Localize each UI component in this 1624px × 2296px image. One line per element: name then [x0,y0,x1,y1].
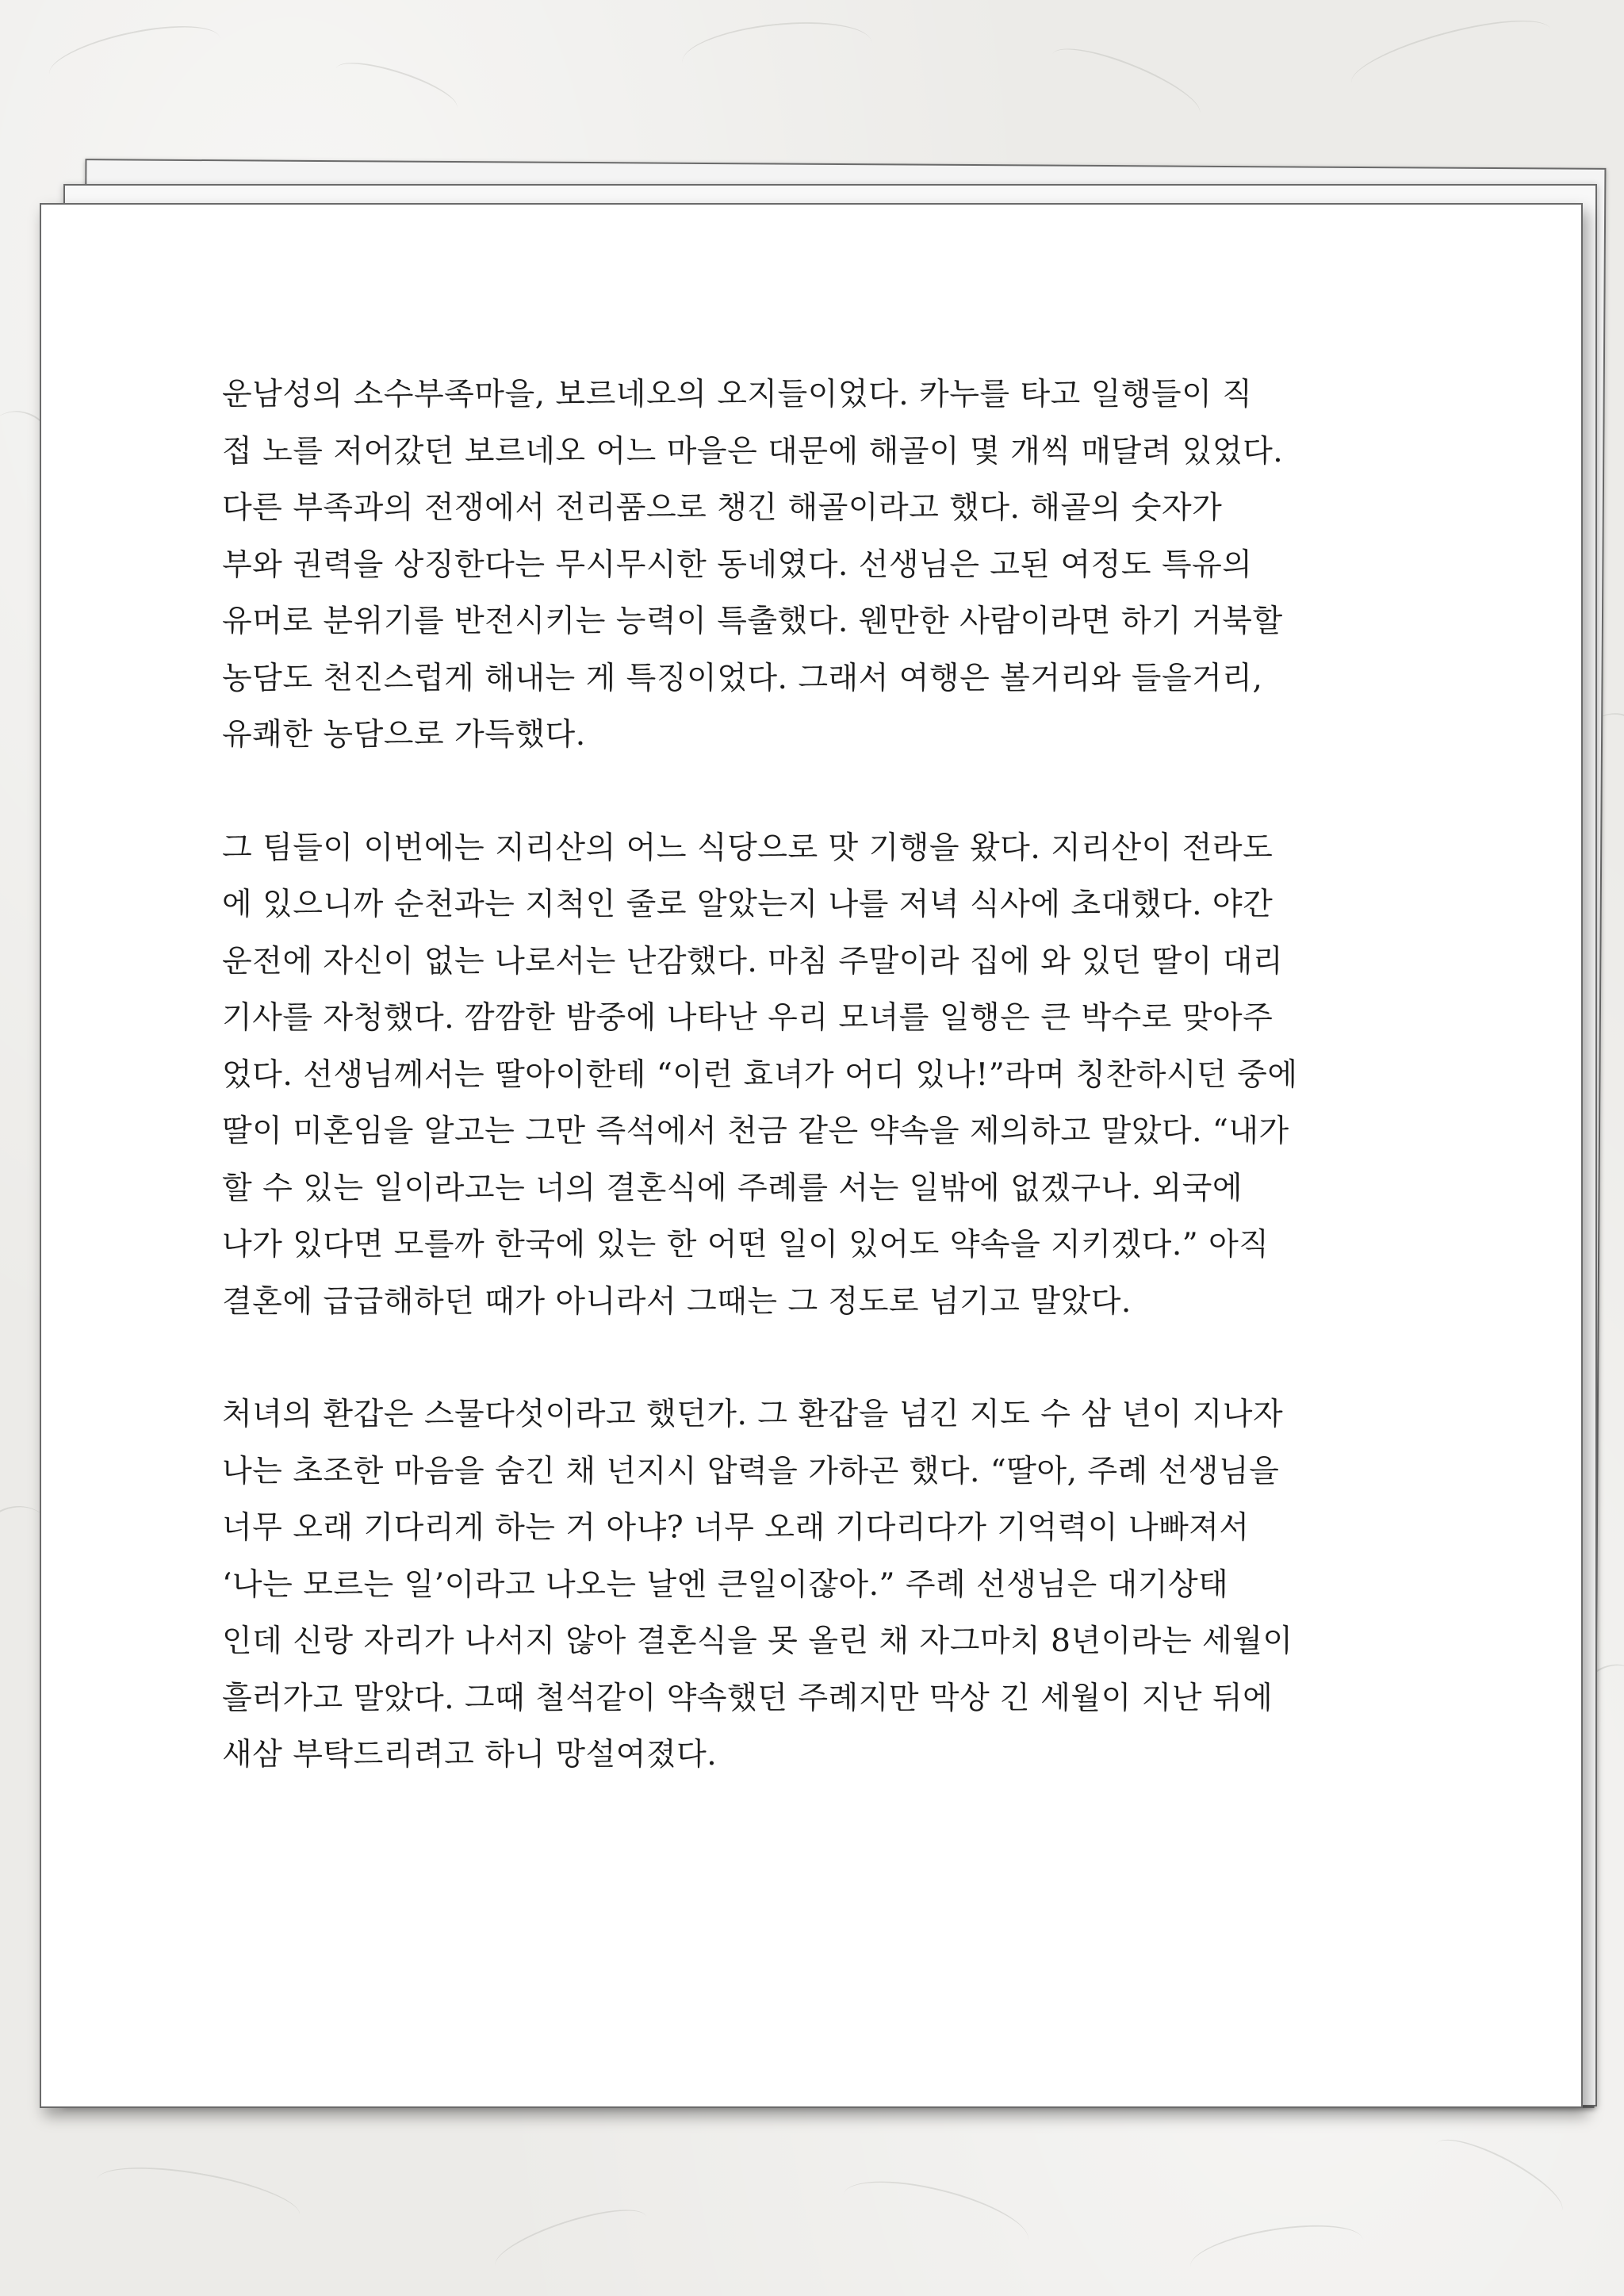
paper-fiber [1187,2215,1367,2291]
text-line: ‘나는 모르는 일’이라고 나오는 날엔 큰일이잖아.” 주례 선생님은 대기상태 [222,1566,1229,1603]
paragraph-spacer [222,764,1205,820]
text-line: 나는 초조한 마음을 숨긴 채 넌지시 압력을 가하곤 했다. “딸아, 주례 선생님을 [222,1453,1280,1489]
paper-fiber [331,52,462,123]
paper-fiber [93,2156,304,2240]
text-line: 농담도 천진스럽게 해내는 게 특징이었다. 그래서 여행은 볼거리와 들을거리, [222,660,1263,696]
text-line: 운전에 자신이 없는 나로서는 난감했다. 마침 주말이라 집에 와 있던 딸이 대리 [222,943,1284,979]
text-line: 흘러가고 말았다. 그때 철석같이 약속했던 주례지만 막상 긴 세월이 지난 뒤에 [222,1680,1274,1716]
text-line: 에 있으니까 순천과는 지척인 줄로 알았는지 나를 저녁 식사에 초대했다. 야간 [222,887,1274,922]
paper-fiber [1345,6,1557,106]
text-line: 나가 있다면 모를까 한국에 있는 한 어떤 일이 있어도 약속을 지키겠다.” 아직 [222,1227,1270,1263]
paper-fiber [680,14,875,91]
paragraph-1 [222,366,1284,764]
text-line: 다른 부족과의 전쟁에서 전리품으로 챙긴 해골이라고 했다. 해골의 숫자가 [222,490,1223,526]
text-line: 새삼 부탁드리려고 하니 망설여졌다. [222,1737,718,1773]
text-line: 결혼에 급급해하던 때가 아니라서 그때는 그 정도로 넘기고 말았다. [222,1283,1132,1320]
text-line: 유쾌한 농담으로 가득했다. [222,717,586,753]
text-line: 었다. 선생님께서는 딸아이한테 “이런 효녀가 어디 있나!”라며 칭찬하시던 중에 [222,1056,1298,1093]
text-line: 처녀의 환갑은 스물다섯이라고 했던가. 그 환갑을 넘긴 지도 수 삼 년이 지나자 [222,1397,1284,1432]
text-line: 유머로 분위기를 반전시키는 능력이 특출했다. 웬만한 사람이라면 하기 거북할 [222,604,1283,639]
paragraph-spacer [222,1330,1205,1386]
paragraph-2 [222,820,1298,1331]
text-line: 딸이 미혼임을 알고는 그만 즉석에서 천금 같은 약속을 제의하고 말았다. “내가 [222,1114,1289,1149]
text-line: 부와 권력을 상징한다는 무시무시한 동네였다. 선생님은 고된 여정도 특유의 [222,546,1253,583]
paper-fiber [44,14,225,98]
text-line: 접 노를 저어갔던 보르네오 어느 마을은 대문에 해골이 몇 개씩 매달려 있었다. [222,433,1284,470]
paper-fiber [1426,2126,1571,2229]
body-text [222,366,1298,1784]
paper-fiber [1045,35,1208,132]
text-line: 그 팀들이 이번에는 지리산의 어느 식당으로 맛 기행을 왔다. 지리산이 전라도 [222,830,1274,866]
paragraph-3 [222,1386,1293,1784]
text-line: 너무 오래 기다리게 하는 거 아냐? 너무 오래 기다리다가 기억력이 나빠져서 [222,1510,1250,1546]
text-line: 기사를 자청했다. 깜깜한 밤중에 나타난 우리 모녀를 일행은 큰 박수로 맞아주 [222,1000,1274,1036]
text-line: 운남성의 소수부족마을, 보르네오의 오지들이었다. 카누를 타고 일행들이 직 [222,377,1253,412]
text-line: 할 수 있는 일이라고는 너의 결혼식에 주례를 서는 일밖에 없겠구나. 외국에 [222,1170,1243,1206]
paper-fiber [837,2167,1035,2268]
text-line: 인데 신랑 자리가 나서지 않아 결혼식을 못 올린 채 자그마치 8년이라는 세월이 [222,1623,1293,1659]
paper-fiber [489,2197,653,2285]
